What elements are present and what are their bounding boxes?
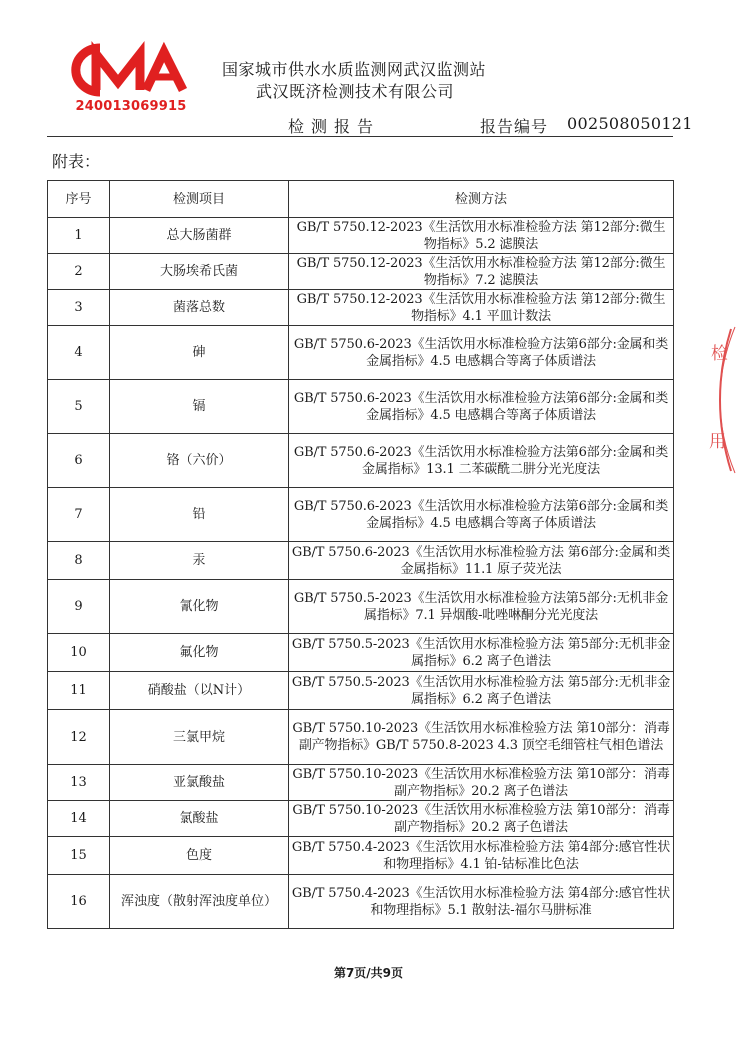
row-method: GB/T 5750.4-2023《生活饮用水标准检验方法 第4部分:感官性状和物理指标》5.1 散射法-福尔马肼标准	[289, 875, 674, 929]
row-number: 6	[48, 434, 110, 488]
cma-number: 240013069915	[75, 99, 187, 114]
row-item: 亚氯酸盐	[110, 765, 289, 801]
table-row	[48, 801, 674, 837]
row-method: GB/T 5750.10-2023《生活饮用水标准检验方法 第10部分：消毒副产物指标》GB/T 5750.8-2023 4.3 顶空毛细管柱气相色谱法	[289, 710, 674, 765]
report-title: 检测报告	[288, 117, 381, 136]
row-method: GB/T 5750.6-2023《生活饮用水标准检验方法第6部分:金属和类金属指标》4.5 电感耦合等离子体质谱法	[289, 488, 674, 542]
row-item: 氯酸盐	[110, 801, 289, 837]
report-number-label: 报告编号	[480, 117, 549, 136]
row-number: 10	[48, 634, 110, 672]
svg-text:检: 检	[711, 344, 728, 364]
appendix-label: 附表：	[52, 152, 101, 171]
row-number: 15	[48, 837, 110, 875]
table-row	[48, 434, 674, 488]
table-row	[48, 710, 674, 765]
cma-logo	[70, 38, 195, 118]
row-number: 13	[48, 765, 110, 801]
row-method: GB/T 5750.4-2023《生活饮用水标准检验方法 第4部分:感官性状和物理指标》4.1 铂-钴标准比色法	[289, 837, 674, 875]
row-item: 汞	[110, 542, 289, 580]
row-number: 11	[48, 672, 110, 710]
row-item: 硝酸盐（以N计）	[110, 672, 289, 710]
row-number: 5	[48, 380, 110, 434]
row-item: 氰化物	[110, 580, 289, 634]
row-method: GB/T 5750.10-2023《生活饮用水标准检验方法 第10部分：消毒副产物指标》20.2 离子色谱法	[289, 801, 674, 837]
row-number: 1	[48, 218, 110, 254]
page-number: 第7页/共9页	[333, 966, 404, 980]
row-method: GB/T 5750.6-2023《生活饮用水标准检验方法第6部分:金属和类金属指标》13.1 二苯碳酰二肼分光光度法	[289, 434, 674, 488]
header-divider	[47, 136, 673, 137]
row-method: GB/T 5750.6-2023《生活饮用水标准检验方法 第6部分:金属和类金属指标》11.1 原子荧光法	[289, 542, 674, 580]
row-number: 7	[48, 488, 110, 542]
row-number: 12	[48, 710, 110, 765]
row-item: 总大肠菌群	[110, 218, 289, 254]
table-row	[48, 254, 674, 290]
row-method: GB/T 5750.12-2023《生活饮用水标准检验方法 第12部分:微生物指标》7.2 滤膜法	[289, 254, 674, 290]
table-row	[48, 290, 674, 326]
header-item: 检测项目	[110, 181, 289, 218]
row-number: 3	[48, 290, 110, 326]
table-row	[48, 765, 674, 801]
test-methods-table	[47, 180, 674, 929]
row-method: GB/T 5750.12-2023《生活饮用水标准检验方法 第12部分:微生物指标》5.2 滤膜法	[289, 218, 674, 254]
row-item: 铅	[110, 488, 289, 542]
table-row	[48, 634, 674, 672]
table-header-row	[48, 181, 674, 218]
row-method: GB/T 5750.12-2023《生活饮用水标准检验方法 第12部分:微生物指标》4.1 平皿计数法	[289, 290, 674, 326]
report-number: 002508050121	[567, 114, 693, 133]
org-name-line1: 国家城市供水水质监测网武汉监测站	[222, 60, 487, 79]
cma-mark-icon	[70, 38, 195, 102]
table-row	[48, 837, 674, 875]
row-item: 三氯甲烷	[110, 710, 289, 765]
table-row	[48, 875, 674, 929]
row-item: 砷	[110, 326, 289, 380]
header-no: 序号	[48, 181, 110, 218]
row-number: 8	[48, 542, 110, 580]
row-method: GB/T 5750.5-2023《生活饮用水标准检验方法 第5部分:无机非金属指标》6.2 离子色谱法	[289, 634, 674, 672]
row-number: 16	[48, 875, 110, 929]
row-number: 2	[48, 254, 110, 290]
header-method: 检测方法	[289, 181, 674, 218]
table-row	[48, 580, 674, 634]
row-item: 浑浊度（散射浑浊度单位）	[110, 875, 289, 929]
row-method: GB/T 5750.5-2023《生活饮用水标准检验方法第5部分:无机非金属指标》7.1 异烟酸-吡唑啉酮分光光度法	[289, 580, 674, 634]
table-row	[48, 218, 674, 254]
row-item: 色度	[110, 837, 289, 875]
row-item: 铬（六价）	[110, 434, 289, 488]
row-item: 镉	[110, 380, 289, 434]
row-method: GB/T 5750.5-2023《生活饮用水标准检验方法 第5部分:无机非金属指标》6.2 离子色谱法	[289, 672, 674, 710]
row-method: GB/T 5750.6-2023《生活饮用水标准检验方法第6部分:金属和类金属指标》4.5 电感耦合等离子体质谱法	[289, 326, 674, 380]
table-row	[48, 326, 674, 380]
row-item: 菌落总数	[110, 290, 289, 326]
table-row	[48, 380, 674, 434]
table-row	[48, 488, 674, 542]
org-name-line2: 武汉既济检测技术有限公司	[256, 82, 455, 101]
row-item: 氟化物	[110, 634, 289, 672]
table-row	[48, 672, 674, 710]
row-number: 4	[48, 326, 110, 380]
row-item: 大肠埃希氏菌	[110, 254, 289, 290]
seal-stamp-edge	[701, 325, 737, 475]
row-number: 14	[48, 801, 110, 837]
svg-text:用: 用	[709, 432, 726, 452]
row-method: GB/T 5750.10-2023《生活饮用水标准检验方法 第10部分：消毒副产物指标》20.2 离子色谱法	[289, 765, 674, 801]
table-row	[48, 542, 674, 580]
row-number: 9	[48, 580, 110, 634]
row-method: GB/T 5750.6-2023《生活饮用水标准检验方法第6部分:金属和类金属指标》4.5 电感耦合等离子体质谱法	[289, 380, 674, 434]
